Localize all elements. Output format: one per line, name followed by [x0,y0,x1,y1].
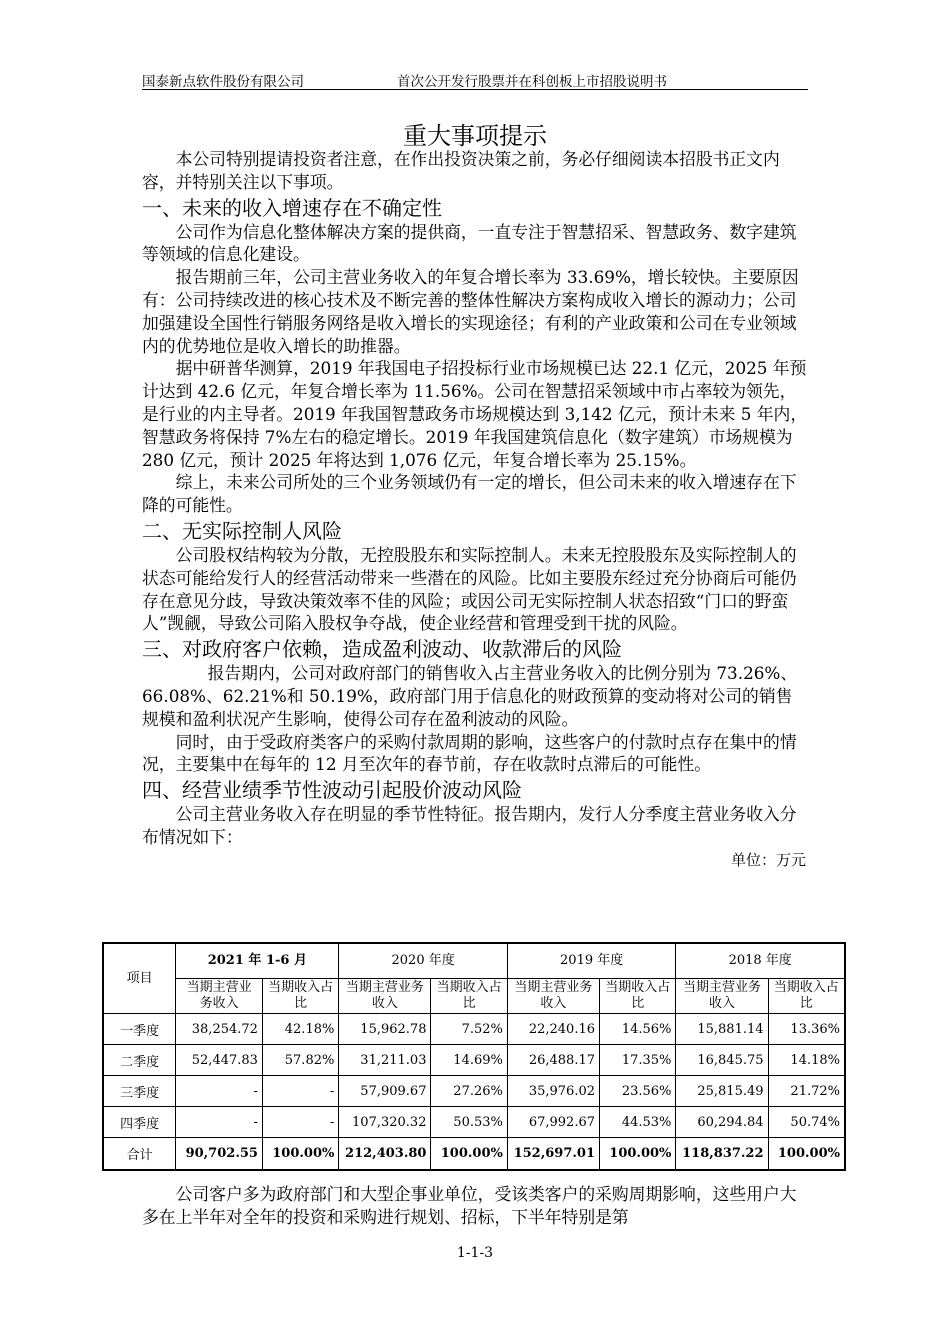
table-subheader-revenue: 当期主营业务收入 [507,979,599,1014]
table-cell: 14.69% [431,1045,507,1076]
table-unit-label: 单位：万元 [730,850,806,869]
table-header-period: 2018 年度 [676,943,845,979]
page-header [142,70,808,90]
section-heading-4: 四、经营业绩季节性波动引起股价波动风险 [142,778,522,803]
table-cell: 16,845.75 [676,1045,768,1076]
table-cell: - [176,1076,263,1107]
table-cell: 14.56% [600,1014,676,1045]
table-cell: 100.00% [768,1138,845,1171]
row-label: 三季度 [103,1076,176,1107]
after-table-section [142,1183,808,1229]
table-cell: 60,294.84 [676,1107,768,1138]
header-doc-title: 首次公开发行股票并在科创板上市招股说明书 [397,74,667,90]
table-cell: 118,837.22 [676,1138,768,1171]
table-cell: 21.72% [768,1076,845,1107]
section-3-paragraph: 报告期内，公司对政府部门的销售收入占主营业务收入的比例分别为 73.26%、66.08%、62.21%和 50.19%，政府部门用于信息化的财政预算的变动将对公司的销售规模和盈利状况产生影响，使得公司存在盈利波动的风险。 [142,663,798,729]
table-subheader-revenue: 当期主营业务收入 [339,979,431,1014]
table-cell: 13.36% [768,1014,845,1045]
section-heading-3: 三、对政府客户依赖，造成盈利波动、收款滞后的风险 [142,637,622,662]
row-label: 四季度 [103,1107,176,1138]
table-cell: 7.52% [431,1014,507,1045]
table-cell: 17.35% [600,1045,676,1076]
table-cell: 26,488.17 [507,1045,599,1076]
row-label: 二季度 [103,1045,176,1076]
table-subheader-share: 当期收入占比 [768,979,845,1014]
table-cell: 15,962.78 [339,1014,431,1045]
table-cell: 23.56% [600,1076,676,1107]
table-header-period: 2020 年度 [339,943,508,979]
table-cell: 27.26% [431,1076,507,1107]
table-cell: 100.00% [262,1138,338,1171]
table-row [103,1014,845,1045]
table-subheader-share: 当期收入占比 [262,979,338,1014]
table-subheader-share: 当期收入占比 [431,979,507,1014]
header-company: 国泰新点软件股份有限公司 [142,74,304,90]
table-cell: 50.53% [431,1107,507,1138]
table-cell: 44.53% [600,1107,676,1138]
table-total-row [103,1138,845,1171]
section-1-paragraph: 据中研普华测算，2019 年我国电子招投标行业市场规模已达 22.1 亿元，2025 年预计达到 42.6 亿元，年复合增长率为 11.56%。公司在智慧招采领域中市占率较为领先，是行业的内主导者。2019 年我国智慧政务市场规模达到 3,142 亿元，预计未来 5 年内，智慧政务将保持 7%左右的稳定增长。2019 年我国建筑信息化（数字建筑）市场规模为 280 亿元，预计 2025 年将达到 1,076 亿元，年复合增长率为 25.15%。 [142,358,808,470]
section-3-paragraph: 同时，由于受政府类客户的采购付款周期的影响，这些客户的付款时点存在集中的情况，主要集中在每年的 12 月至次年的春节前，存在收款时点滞后的可能性。 [142,731,797,775]
section-1-paragraph: 报告期前三年，公司主营业务收入的年复合增长率为 33.69%，增长较快。主要原因有：公司持续改进的核心技术及不断完善的整体性解决方案构成收入增长的源动力；公司加强建设全国性行销服务网络是收入增长的实现途径；有利的产业政策和公司在专业领域内的优势地位是收入增长的助推器。 [142,267,799,356]
after-table-paragraph: 公司客户多为政府部门和大型企事业单位，受该类客户的采购周期影响，这些用户大多在上半年对全年的投资和采购进行规划、招标，下半年特别是第 [142,1184,797,1227]
page-number: 1-1-3 [456,1245,494,1261]
table-cell: - [262,1076,338,1107]
quarterly-revenue-table [102,942,846,1171]
table-cell: - [262,1107,338,1138]
table-cell: 57.82% [262,1045,338,1076]
table-cell: 57,909.67 [339,1076,431,1107]
table-cell: - [176,1107,263,1138]
table-cell: 31,211.03 [339,1045,431,1076]
table-cell: 152,697.01 [507,1138,599,1171]
table-cell: 107,320.32 [339,1107,431,1138]
intro-paragraph: 本公司特别提请投资者注意，在作出投资决策之前，务必仔细阅读本招股书正文内容，并特别关注以下事项。 [142,149,780,192]
table-cell: 25,815.49 [676,1076,768,1107]
main-content [142,148,808,870]
table-cell: 35,976.02 [507,1076,599,1107]
table-cell: 50.74% [768,1107,845,1138]
table-subheader-revenue: 当期主营业务收入 [676,979,768,1014]
table-cell: 90,702.55 [176,1138,263,1171]
table-header-period: 2021 年 1-6 月 [176,943,339,979]
table-row [103,1107,845,1138]
section-1-paragraph: 综上，未来公司所处的三个业务领域仍有一定的增长，但公司未来的收入增速存在下降的可能性。 [142,472,797,516]
table-row [103,1045,845,1076]
row-label: 合计 [103,1138,176,1171]
table-cell: 38,254.72 [176,1014,263,1045]
section-4-paragraph: 公司主营业务收入存在明显的季节性特征。报告期内，发行人分季度主营业务收入分布情况如下： [142,804,797,847]
table-header-item: 项目 [103,943,176,1014]
section-2-paragraph: 公司股权结构较为分散，无控股股东和实际控制人。未来无控股股东及实际控制人的状态可能给发行人的经营活动带来一些潜在的风险。比如主要股东经过充分协商后可能仍存在意见分歧，导致决策效率不佳的风险；或因公司无实际控制人状态招致“门口的野蛮人”觊觎，导致公司陷入股权争夺战，使企业经营和管理受到干扰的风险。 [142,544,797,634]
table-row [103,1076,845,1107]
table-header-period: 2019 年度 [507,943,676,979]
page-title: 重大事项提示 [403,122,547,150]
table-cell: 15,881.14 [676,1014,768,1045]
section-heading-1: 一、未来的收入增速存在不确定性 [142,195,442,220]
section-heading-2: 二、无实际控制人风险 [142,518,342,543]
table-subheader-revenue: 当期主营业务收入 [176,979,263,1014]
table-cell: 67,992.67 [507,1107,599,1138]
table-subheader-share: 当期收入占比 [600,979,676,1014]
table-cell: 42.18% [262,1014,338,1045]
section-1-paragraph: 公司作为信息化整体解决方案的提供商，一直专注于智慧招采、智慧政务、数字建筑等领域的信息化建设。 [142,221,797,265]
table-cell: 100.00% [600,1138,676,1171]
table-cell: 212,403.80 [339,1138,431,1171]
table-cell: 22,240.16 [507,1014,599,1045]
table-cell: 14.18% [768,1045,845,1076]
table-cell: 52,447.83 [176,1045,263,1076]
table-cell: 100.00% [431,1138,507,1171]
row-label: 一季度 [103,1014,176,1045]
